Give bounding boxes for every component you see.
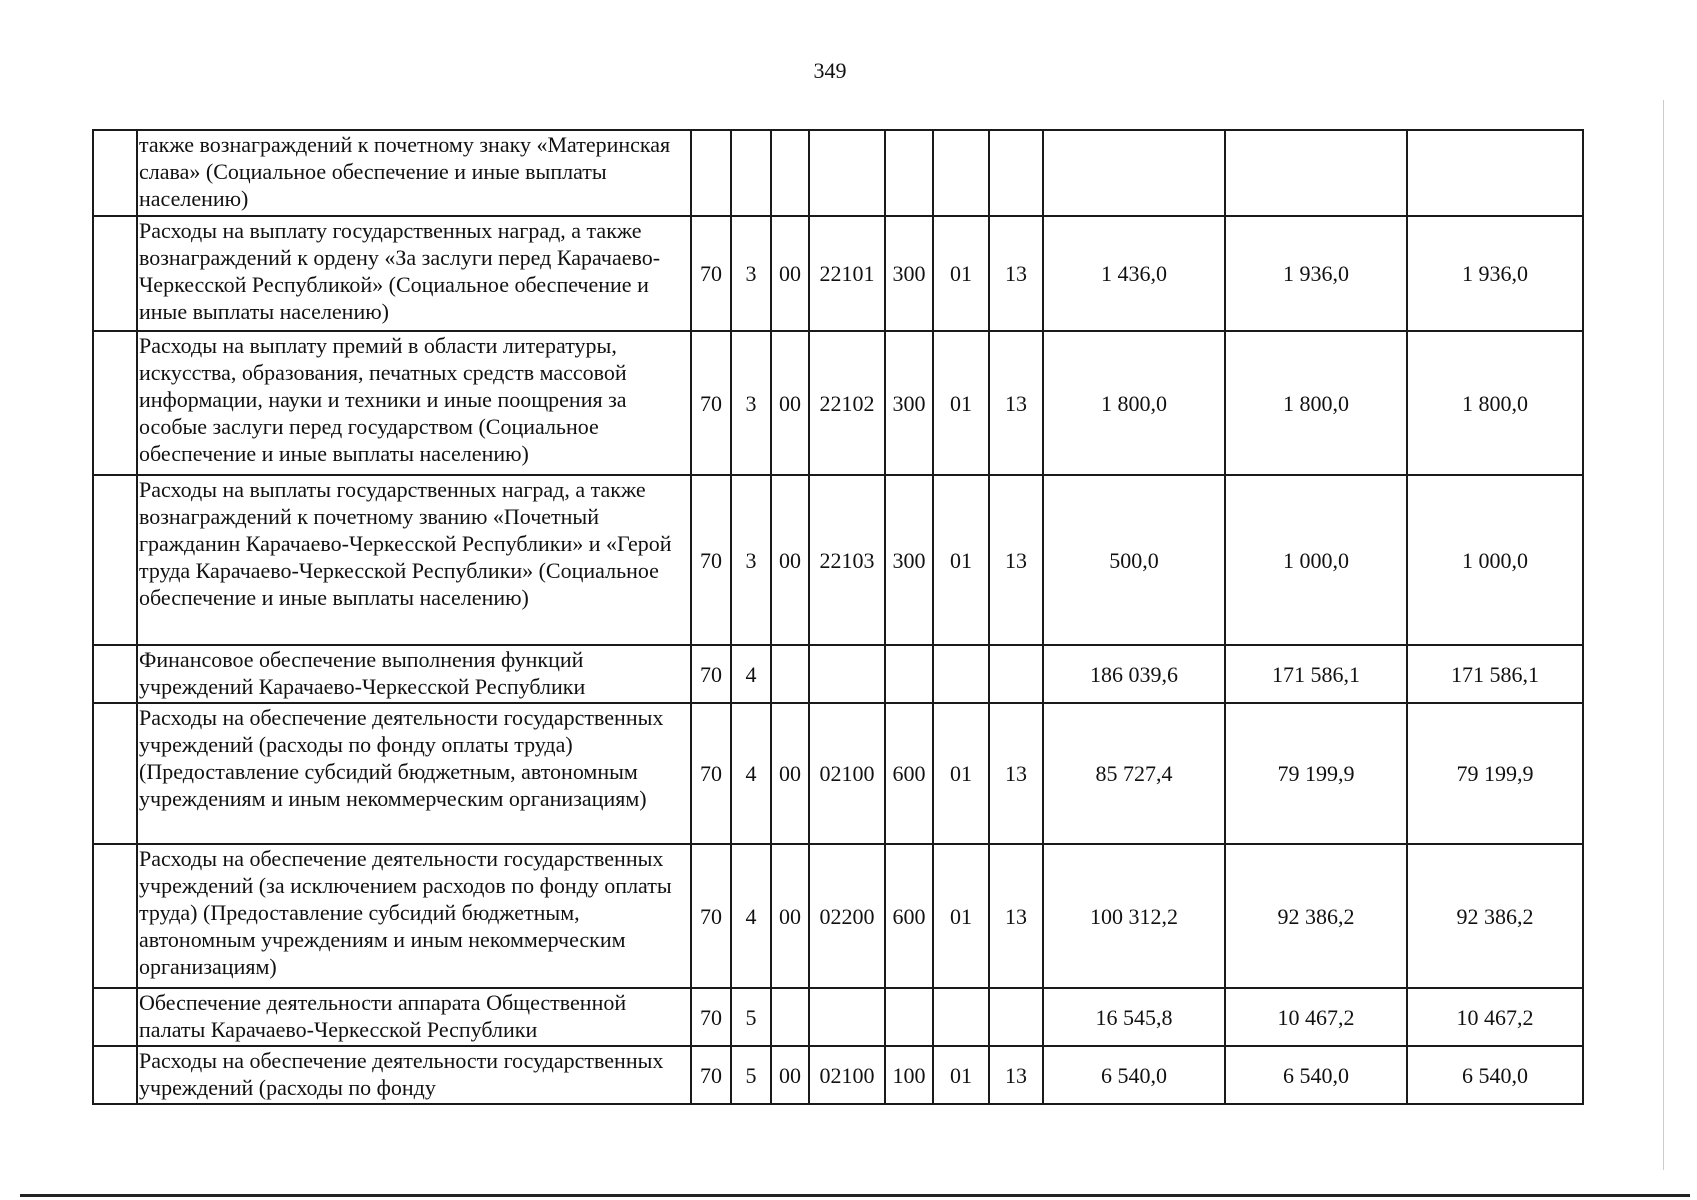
cell-amount-1: 1 800,0 bbox=[1043, 331, 1225, 475]
scan-edge-line bbox=[1663, 100, 1664, 1170]
cell-amount-2: 1 000,0 bbox=[1225, 475, 1407, 645]
cell-code-4 bbox=[809, 645, 885, 703]
table-row bbox=[93, 645, 1583, 703]
row-index-cell bbox=[93, 1046, 137, 1104]
cell-amount-1: 1 436,0 bbox=[1043, 216, 1225, 331]
table-row bbox=[93, 988, 1583, 1046]
row-index-cell bbox=[93, 988, 137, 1046]
cell-amount-1: 6 540,0 bbox=[1043, 1046, 1225, 1104]
cell-code-5: 600 bbox=[885, 703, 933, 844]
cell-amount-3: 1 800,0 bbox=[1407, 331, 1583, 475]
cell-code-1 bbox=[691, 130, 731, 216]
table-row bbox=[93, 1046, 1583, 1104]
cell-code-6: 01 bbox=[933, 475, 989, 645]
cell-code-1: 70 bbox=[691, 844, 731, 988]
cell-code-3: 00 bbox=[771, 331, 809, 475]
table-row bbox=[93, 331, 1583, 475]
cell-code-3 bbox=[771, 130, 809, 216]
cell-code-4: 02200 bbox=[809, 844, 885, 988]
cell-code-1: 70 bbox=[691, 216, 731, 331]
cell-code-2: 5 bbox=[731, 988, 771, 1046]
cell-amount-1: 500,0 bbox=[1043, 475, 1225, 645]
cell-code-4: 22101 bbox=[809, 216, 885, 331]
row-index-cell bbox=[93, 331, 137, 475]
row-description: Расходы на выплату премий в области литературы, искусства, образования, печатных средств массовой информации, науки и техники и иные поощрения за особые заслуги перед государством (Социальное обеспечение и иные выплаты населению) bbox=[137, 331, 691, 475]
cell-amount-1 bbox=[1043, 130, 1225, 216]
table-row bbox=[93, 475, 1583, 645]
cell-code-6: 01 bbox=[933, 1046, 989, 1104]
cell-code-4: 22103 bbox=[809, 475, 885, 645]
row-description: Финансовое обеспечение выполнения функций учреждений Карачаево-Черкесской Республики bbox=[137, 645, 691, 703]
bottom-rule bbox=[20, 1194, 1690, 1197]
cell-code-7: 13 bbox=[989, 703, 1043, 844]
cell-amount-3: 10 467,2 bbox=[1407, 988, 1583, 1046]
cell-code-1: 70 bbox=[691, 988, 731, 1046]
cell-amount-1: 85 727,4 bbox=[1043, 703, 1225, 844]
row-description: Обеспечение деятельности аппарата Общественной палаты Карачаево-Черкесской Республики bbox=[137, 988, 691, 1046]
cell-amount-3: 92 386,2 bbox=[1407, 844, 1583, 988]
cell-code-6: 01 bbox=[933, 703, 989, 844]
cell-code-7: 13 bbox=[989, 331, 1043, 475]
row-description: также вознаграждений к почетному знаку «Материнская слава» (Социальное обеспечение и иные выплаты населению) bbox=[137, 130, 691, 216]
cell-code-7: 13 bbox=[989, 216, 1043, 331]
cell-code-2: 4 bbox=[731, 844, 771, 988]
cell-amount-3: 171 586,1 bbox=[1407, 645, 1583, 703]
cell-code-2: 4 bbox=[731, 645, 771, 703]
cell-code-4 bbox=[809, 130, 885, 216]
cell-amount-1: 100 312,2 bbox=[1043, 844, 1225, 988]
cell-code-4: 22102 bbox=[809, 331, 885, 475]
cell-code-6 bbox=[933, 988, 989, 1046]
cell-code-2 bbox=[731, 130, 771, 216]
cell-amount-3: 1 936,0 bbox=[1407, 216, 1583, 331]
cell-code-5: 300 bbox=[885, 216, 933, 331]
table-row bbox=[93, 844, 1583, 988]
cell-code-4: 02100 bbox=[809, 1046, 885, 1104]
cell-code-1: 70 bbox=[691, 475, 731, 645]
cell-code-5: 600 bbox=[885, 844, 933, 988]
cell-amount-3: 6 540,0 bbox=[1407, 1046, 1583, 1104]
cell-code-2: 3 bbox=[731, 331, 771, 475]
cell-code-3 bbox=[771, 988, 809, 1046]
table-row bbox=[93, 216, 1583, 331]
cell-amount-2: 79 199,9 bbox=[1225, 703, 1407, 844]
cell-code-1: 70 bbox=[691, 703, 731, 844]
cell-code-4 bbox=[809, 988, 885, 1046]
cell-amount-2: 1 936,0 bbox=[1225, 216, 1407, 331]
cell-code-3: 00 bbox=[771, 703, 809, 844]
cell-code-2: 3 bbox=[731, 475, 771, 645]
cell-code-5: 300 bbox=[885, 475, 933, 645]
cell-code-1: 70 bbox=[691, 645, 731, 703]
cell-amount-2: 10 467,2 bbox=[1225, 988, 1407, 1046]
cell-code-5: 300 bbox=[885, 331, 933, 475]
cell-amount-2: 6 540,0 bbox=[1225, 1046, 1407, 1104]
cell-code-3: 00 bbox=[771, 475, 809, 645]
cell-amount-2: 92 386,2 bbox=[1225, 844, 1407, 988]
cell-code-1: 70 bbox=[691, 331, 731, 475]
cell-code-1: 70 bbox=[691, 1046, 731, 1104]
cell-amount-2: 171 586,1 bbox=[1225, 645, 1407, 703]
cell-code-7 bbox=[989, 645, 1043, 703]
row-description: Расходы на выплаты государственных наград, а также вознаграждений к почетному званию «Почетный гражданин Карачаево-Черкесской Республики» и «Герой труда Карачаево-Черкесской Республики» (Социальное обеспечение и иные выплаты населению) bbox=[137, 475, 691, 645]
cell-code-2: 4 bbox=[731, 703, 771, 844]
cell-amount-2 bbox=[1225, 130, 1407, 216]
row-description: Расходы на обеспечение деятельности государственных учреждений (расходы по фонду оплаты труда) (Предоставление субсидий бюджетным, автономным учреждениям и иным некоммерческим организациям) bbox=[137, 703, 691, 844]
cell-code-7 bbox=[989, 130, 1043, 216]
cell-code-3: 00 bbox=[771, 216, 809, 331]
cell-code-5 bbox=[885, 988, 933, 1046]
cell-code-7: 13 bbox=[989, 475, 1043, 645]
cell-code-2: 5 bbox=[731, 1046, 771, 1104]
row-description: Расходы на обеспечение деятельности государственных учреждений (расходы по фонду bbox=[137, 1046, 691, 1104]
cell-code-7 bbox=[989, 988, 1043, 1046]
cell-amount-2: 1 800,0 bbox=[1225, 331, 1407, 475]
budget-table bbox=[92, 129, 1584, 1105]
cell-code-6: 01 bbox=[933, 331, 989, 475]
cell-code-3 bbox=[771, 645, 809, 703]
page-number: 349 bbox=[813, 58, 847, 83]
cell-amount-1: 16 545,8 bbox=[1043, 988, 1225, 1046]
cell-amount-3 bbox=[1407, 130, 1583, 216]
cell-amount-3: 79 199,9 bbox=[1407, 703, 1583, 844]
cell-amount-3: 1 000,0 bbox=[1407, 475, 1583, 645]
cell-amount-1: 186 039,6 bbox=[1043, 645, 1225, 703]
cell-code-5: 100 bbox=[885, 1046, 933, 1104]
row-description: Расходы на обеспечение деятельности государственных учреждений (за исключением расходов по фонду оплаты труда) (Предоставление субсидий бюджетным, автономным учреждениям и иным некоммерческим организациям) bbox=[137, 844, 691, 988]
cell-code-7: 13 bbox=[989, 844, 1043, 988]
row-index-cell bbox=[93, 844, 137, 988]
row-index-cell bbox=[93, 703, 137, 844]
cell-code-4: 02100 bbox=[809, 703, 885, 844]
cell-code-6 bbox=[933, 645, 989, 703]
row-index-cell bbox=[93, 475, 137, 645]
cell-code-6: 01 bbox=[933, 216, 989, 331]
cell-code-5 bbox=[885, 645, 933, 703]
row-index-cell bbox=[93, 130, 137, 216]
row-description: Расходы на выплату государственных наград, а также вознаграждений к ордену «За заслуги перед Карачаево-Черкесской Республикой» (Социальное обеспечение и иные выплаты населению) bbox=[137, 216, 691, 331]
cell-code-6: 01 bbox=[933, 844, 989, 988]
cell-code-7: 13 bbox=[989, 1046, 1043, 1104]
cell-code-6 bbox=[933, 130, 989, 216]
cell-code-5 bbox=[885, 130, 933, 216]
row-index-cell bbox=[93, 216, 137, 331]
cell-code-3: 00 bbox=[771, 1046, 809, 1104]
cell-code-3: 00 bbox=[771, 844, 809, 988]
table-row bbox=[93, 130, 1583, 216]
row-index-cell bbox=[93, 645, 137, 703]
cell-code-2: 3 bbox=[731, 216, 771, 331]
table-row bbox=[93, 703, 1583, 844]
